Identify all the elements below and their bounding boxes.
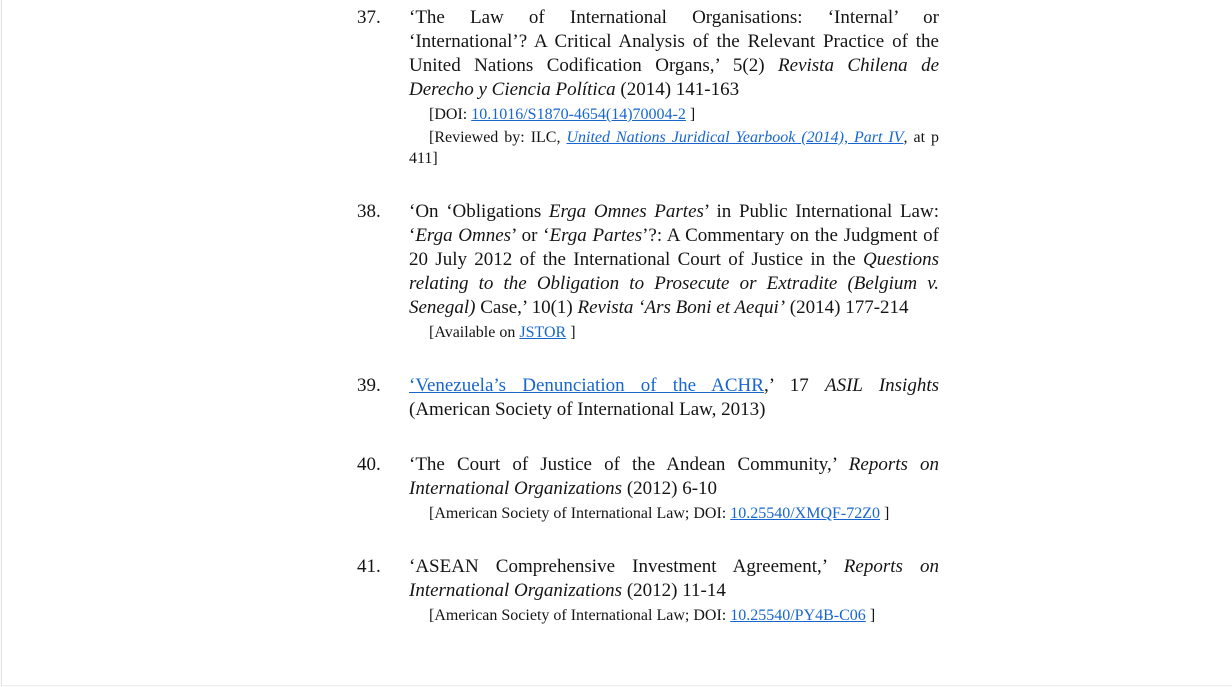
reference-number: 41. [357,556,381,577]
reference-number: 40. [357,454,381,475]
reference-note [409,605,939,626]
reference-text [409,6,939,102]
reference-number: 39. [357,375,381,396]
reference-body [409,453,939,524]
text-run: Reports on International Organizations [409,556,939,601]
text-run: , at p 411] [409,129,940,167]
text-run: ’ or ‘ [511,225,550,246]
text-run: (2012) 6-10 [622,478,718,499]
text-run: ’?: A Commentary on the Judgment of 20 July 2012 of the International Court of Justice in the [409,225,939,270]
reference-link[interactable]: JSTOR [519,324,567,341]
page-bottom-edge [1,685,1232,686]
text-run: (2012) 11-14 [622,580,726,601]
text-run: Reports on International Organizations [409,454,940,499]
text-run: (2014) 177-214 [785,297,909,318]
text-run: Revista Chilena de Derecho y Ciencia Política [409,55,939,100]
text-run: ASIL Insights [824,375,939,396]
text-run: ] [566,324,576,341]
document-page [2,0,1232,685]
reference-text [409,453,939,501]
text-run: ] [880,505,890,522]
reference-link[interactable]: 10.25540/PY4B-C06 [730,607,866,624]
text-run: Revista ‘Ars Boni et Aequi’ [577,297,786,318]
text-run: Erga Omnes [415,225,512,246]
reference-note [409,104,939,125]
reference-number: 38. [357,201,381,222]
reference-note [409,503,939,524]
text-run: Case,’ 10(1) [475,297,578,318]
text-run: ] [865,607,876,624]
text-run: (2014) 141-163 [615,79,740,100]
text-run: ‘ASEAN Comprehensive Investment Agreement,’ [409,556,844,577]
text-run: [DOI: [429,106,472,123]
reference-link[interactable]: 10.25540/XMQF-72Z0 [730,505,881,522]
text-run: ] [685,106,696,123]
reference-item [357,200,939,343]
text-run: ‘The Court of Justice of the Andean Community,’ [409,454,849,475]
reference-number: 37. [357,7,381,28]
text-run: [American Society of International Law; DOI: [429,505,731,522]
text-run: ’ in Public International Law: ‘ [409,201,939,246]
reference-item [357,374,939,422]
reference-link[interactable]: ‘Venezuela’s Denunciation of the ACHR [409,375,764,396]
reference-body [409,200,939,343]
reference-text [409,200,939,320]
text-run: Questions relating to the Obligation to Prosecute or Extradite (Belgium v. Senegal) [409,249,939,318]
text-run: Erga Partes [549,225,643,246]
reference-text [409,374,939,422]
text-run: Erga Omnes Partes [548,201,704,222]
reference-text [409,555,939,603]
reference-item [357,555,939,626]
reference-link[interactable]: 10.1016/S1870-4654(14)70004-2 [471,106,686,123]
reference-body [409,555,939,626]
text-run: ‘The Law of International Organisations: ‘Internal’ or ‘International’? A Critical Analysis of the Relevant Practice of the United Nations Codification Organs,’ 5(2) [409,7,939,76]
reference-note [409,322,939,343]
text-run: [Reviewed by: ILC, [429,129,567,146]
reference-item [357,6,939,169]
reference-body [409,374,939,422]
text-run: [American Society of International Law; DOI: [429,607,731,624]
reference-item [357,453,939,524]
reference-body [409,6,939,169]
text-run: ‘On ‘Obligations [409,201,549,222]
text-run: (American Society of International Law, 2013) [409,399,766,420]
reference-list [357,6,939,626]
text-run: ,’ 17 [763,375,825,396]
text-run: [Available on [429,324,520,341]
reference-note [409,127,939,169]
reference-link[interactable]: United Nations Juridical Yearbook (2014), Part IV [566,129,904,146]
